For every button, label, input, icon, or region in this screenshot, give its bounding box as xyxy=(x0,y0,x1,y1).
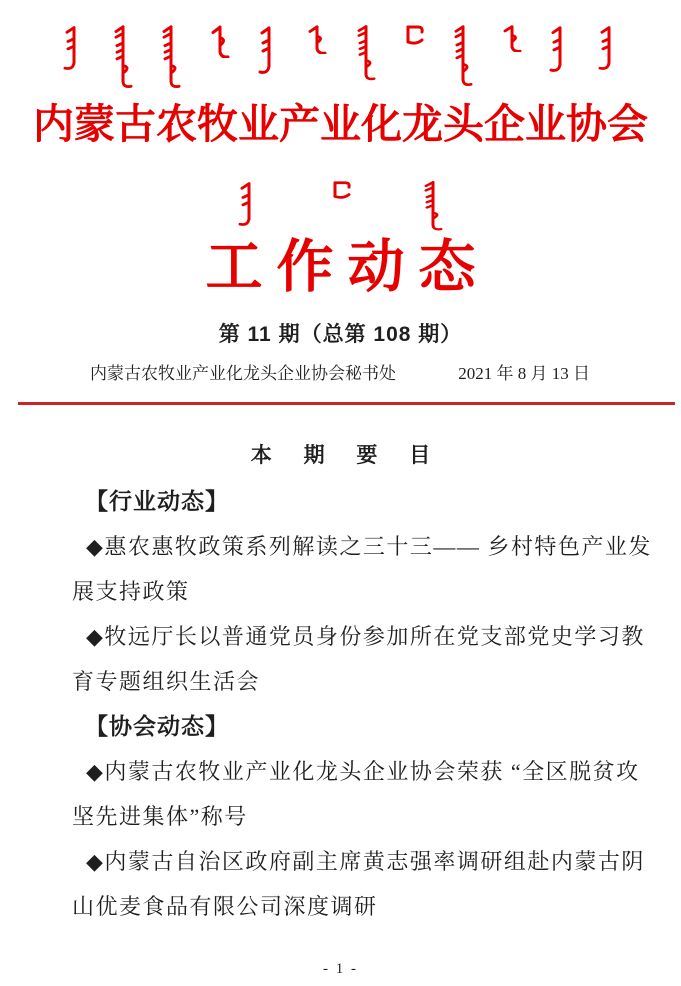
mongolian-word-icon xyxy=(548,24,572,72)
contents-heading: 本 期 要 目 xyxy=(250,444,444,467)
mongolian-word-icon xyxy=(421,180,445,232)
mongolian-script-row-1 xyxy=(62,24,621,96)
toc-item-line: 展支持政策 xyxy=(72,579,190,604)
mongolian-word-icon xyxy=(597,24,621,70)
toc-item-line: 育专题组织生活会 xyxy=(72,669,261,694)
toc-section-heading: 【行业动态】 xyxy=(85,488,229,514)
contents-list xyxy=(72,479,652,929)
mongolian-word-icon xyxy=(208,24,232,58)
mongolian-word-icon xyxy=(329,180,353,200)
mongolian-word-icon xyxy=(159,24,183,90)
toc-item-line: 坚先进集体”称号 xyxy=(72,804,248,829)
toc-item-line: 山优麦食品有限公司深度调研 xyxy=(72,894,378,919)
mongolian-word-icon xyxy=(451,24,475,88)
page-number: - 1 - xyxy=(323,961,358,977)
bulletin-title: 工作动态 xyxy=(205,236,490,299)
issue-number: 第 11 期（总第 108 期） xyxy=(218,323,463,346)
toc-item-line: ◆内蒙古农牧业产业化龙头企业协会荣获 “全区脱贫攻 xyxy=(86,759,640,784)
mongolian-word-icon xyxy=(257,24,281,74)
mongolian-word-icon xyxy=(111,24,135,90)
red-divider-rule xyxy=(18,402,675,405)
publisher-line xyxy=(90,363,590,385)
toc-item-line: ◆牧远厅长以普通党员身份参加所在党支部党史学习教 xyxy=(86,624,645,649)
mongolian-script-row-2 xyxy=(0,180,681,234)
toc-section-heading: 【协会动态】 xyxy=(85,713,229,739)
toc-item-line: ◆惠农惠牧政策系列解读之三十三—— 乡村特色产业发 xyxy=(86,534,652,559)
mongolian-word-icon xyxy=(305,24,329,54)
publish-date: 2021 年 8 月 13 日 xyxy=(458,364,590,383)
mongolian-word-icon xyxy=(500,24,524,52)
publisher-name: 内蒙古农牧业产业化龙头企业协会秘书处 xyxy=(90,364,396,383)
association-name-title: 内蒙古农牧业产业化龙头企业协会 xyxy=(33,101,648,147)
mongolian-word-icon xyxy=(354,24,378,82)
toc-item-line: ◆内蒙古自治区政府副主席黄志强率调研组赴内蒙古阴 xyxy=(86,849,645,874)
mongolian-word-icon xyxy=(237,180,261,226)
mongolian-word-icon xyxy=(402,24,426,46)
mongolian-word-icon xyxy=(62,24,86,70)
